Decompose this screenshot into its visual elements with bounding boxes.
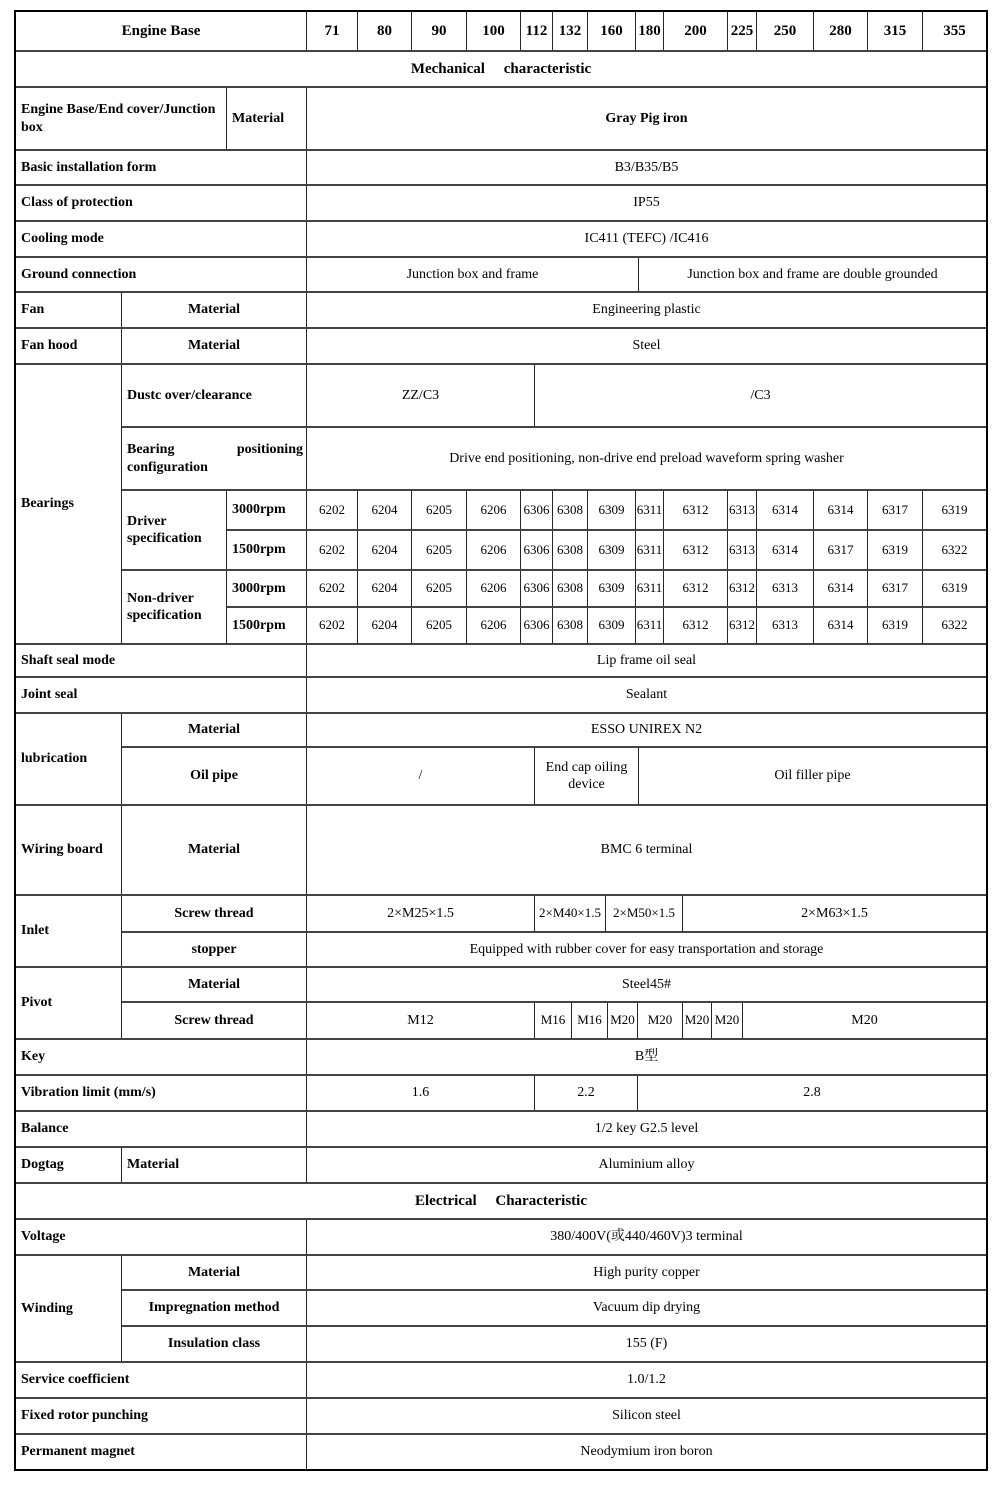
row-cooling-mode bbox=[16, 222, 986, 258]
row-label: Service coefficient bbox=[16, 1363, 307, 1397]
row-label: Vibration limit (mm/s) bbox=[16, 1076, 307, 1110]
row-sublabel: Non-driver specification bbox=[122, 571, 227, 643]
bearing-cell: 6202 bbox=[307, 531, 358, 569]
cell-value: 155 (F) bbox=[625, 1336, 668, 1352]
row-sublabel: Material bbox=[227, 88, 307, 149]
bearing-cell: 6205 bbox=[412, 491, 467, 529]
bearing-cell: 6312 bbox=[664, 491, 728, 529]
row-driver-1500rpm bbox=[227, 531, 986, 569]
row-sublabel: Material bbox=[122, 806, 307, 894]
cell-value: M16 bbox=[572, 1003, 608, 1038]
bearing-cell: 6202 bbox=[307, 608, 358, 643]
row-engine-base-cover bbox=[16, 88, 986, 151]
driver-stack bbox=[227, 491, 986, 569]
row-sublabel: Oil pipe bbox=[122, 748, 307, 804]
row-sublabel: Dustc over/clearance bbox=[122, 365, 307, 426]
row-pivot-screw-thread bbox=[122, 1003, 986, 1038]
size-col-header: 250 bbox=[757, 12, 814, 50]
bearing-cell: 6308 bbox=[553, 571, 588, 606]
cell-value: 2×M40×1.5 bbox=[535, 896, 606, 931]
bearing-cell: 6314 bbox=[814, 491, 868, 529]
row-fan-hood bbox=[16, 329, 986, 365]
row-sublabel: Material bbox=[122, 1148, 307, 1182]
bearing-cell: 6204 bbox=[358, 531, 412, 569]
bearing-cell: 6308 bbox=[553, 531, 588, 569]
cell-value: M16 bbox=[535, 1003, 572, 1038]
bearing-cell: 6319 bbox=[868, 608, 923, 643]
rpm-label: 1500rpm bbox=[227, 608, 307, 643]
cell-value: 1.6 bbox=[307, 1076, 535, 1110]
row-basic-installation bbox=[16, 151, 986, 186]
cell-value: IP55 bbox=[633, 195, 660, 211]
row-label: Engine Base/End cover/Junction box bbox=[16, 88, 227, 149]
row-label: Ground connection bbox=[16, 258, 307, 291]
bearing-cell: 6317 bbox=[868, 491, 923, 529]
header-row bbox=[16, 12, 986, 52]
row-sublabel: Material bbox=[122, 714, 307, 746]
bearing-cell: 6204 bbox=[358, 491, 412, 529]
bearing-cell: 6314 bbox=[757, 531, 814, 569]
bearing-cell: 6313 bbox=[757, 608, 814, 643]
bearing-cell: 6312 bbox=[728, 571, 757, 606]
bearings-stack bbox=[122, 365, 986, 643]
cell-value: / bbox=[307, 748, 535, 804]
cell-value: Oil filler pipe bbox=[774, 768, 851, 784]
row-label: Class of protection bbox=[16, 186, 307, 220]
cell-value: M20 bbox=[608, 1003, 638, 1038]
size-col-header: 355 bbox=[943, 22, 966, 39]
row-sublabel: Screw thread bbox=[122, 1003, 307, 1038]
row-sublabel: Driver specification bbox=[122, 491, 227, 569]
row-balance bbox=[16, 1112, 986, 1148]
bearing-cell: 6312 bbox=[664, 571, 728, 606]
row-vibration-limit bbox=[16, 1076, 986, 1112]
bearing-cell: 6308 bbox=[553, 608, 588, 643]
group-lubrication bbox=[16, 714, 986, 806]
row-driver-3000rpm bbox=[227, 491, 986, 531]
cell-value: Sealant bbox=[625, 687, 668, 703]
bearing-cell: 6313 bbox=[757, 571, 814, 606]
row-label: Permanent magnet bbox=[16, 1435, 307, 1469]
cell-value: 2×M25×1.5 bbox=[307, 896, 535, 931]
cell-value: Steel bbox=[632, 338, 661, 354]
cell-value: 2×M50×1.5 bbox=[606, 896, 683, 931]
row-dust-cover-clearance bbox=[122, 365, 986, 428]
row-label: Joint seal bbox=[16, 678, 307, 712]
row-insulation-class bbox=[122, 1327, 986, 1361]
section-row-mechanical bbox=[16, 52, 986, 88]
rpm-label: 3000rpm bbox=[227, 571, 307, 606]
cell-value: 2.2 bbox=[535, 1076, 638, 1110]
row-dogtag bbox=[16, 1148, 986, 1184]
row-joint-seal bbox=[16, 678, 986, 714]
bearing-cell: 6313 bbox=[728, 531, 757, 569]
engine-spec-table bbox=[14, 10, 988, 1471]
group-nondriver-specification bbox=[122, 571, 986, 643]
pivot-stack bbox=[122, 968, 986, 1038]
row-oil-pipe bbox=[122, 748, 986, 804]
bearing-cell: 6202 bbox=[307, 491, 358, 529]
engine-base-header-cell: Engine Base bbox=[16, 12, 307, 50]
row-sublabel: stopper bbox=[122, 933, 307, 966]
lubrication-stack bbox=[122, 714, 986, 804]
bearing-cell: 6311 bbox=[636, 571, 664, 606]
row-fan bbox=[16, 293, 986, 329]
bearing-cell: 6206 bbox=[467, 608, 521, 643]
row-nondriver-3000rpm bbox=[227, 571, 986, 608]
bearing-cell: 6306 bbox=[521, 531, 553, 569]
size-col-header: 132 bbox=[553, 12, 588, 50]
cell-value: IC411 (TEFC) /IC416 bbox=[584, 231, 709, 247]
bearing-cell: 6311 bbox=[636, 531, 664, 569]
bearing-cell: 6202 bbox=[307, 571, 358, 606]
row-permanent-magnet bbox=[16, 1435, 986, 1469]
bearing-cell: 6312 bbox=[664, 608, 728, 643]
cell-value: BMC 6 terminal bbox=[600, 842, 693, 858]
group-winding bbox=[16, 1256, 986, 1363]
bearing-cell: 6206 bbox=[467, 571, 521, 606]
row-sublabel bbox=[122, 428, 307, 489]
cell-value: Engineering plastic bbox=[592, 302, 701, 318]
size-col-header: 80 bbox=[358, 12, 412, 50]
row-service-coefficient bbox=[16, 1363, 986, 1399]
row-label: Fan bbox=[16, 293, 122, 327]
bearing-cell: 6314 bbox=[814, 608, 868, 643]
row-sublabel: Material bbox=[122, 293, 307, 327]
bearing-cell: 6313 bbox=[728, 491, 757, 529]
row-fixed-rotor-punching bbox=[16, 1399, 986, 1435]
cell-value: Steel45# bbox=[622, 976, 671, 992]
group-pivot bbox=[16, 968, 986, 1040]
cell-value: End cap oiling device bbox=[535, 748, 639, 804]
bearing-cell: 6311 bbox=[636, 491, 664, 529]
cell-value: ESSO UNIREX N2 bbox=[590, 722, 703, 738]
row-label: Dogtag bbox=[16, 1148, 122, 1182]
cell-value: M20 bbox=[851, 1012, 878, 1028]
cell-value: M12 bbox=[307, 1003, 535, 1038]
row-inlet-stopper bbox=[122, 933, 986, 966]
bearing-cell: 6314 bbox=[814, 571, 868, 606]
nondriver-stack bbox=[227, 571, 986, 643]
section-title-electrical: Electrical Characteristic bbox=[414, 1192, 587, 1209]
row-sublabel: Material bbox=[122, 1256, 307, 1289]
cell-value: Silicon steel bbox=[612, 1408, 681, 1424]
cell-value: High purity copper bbox=[593, 1264, 700, 1280]
cell-value: 1/2 key G2.5 level bbox=[594, 1121, 699, 1137]
size-col-header: 90 bbox=[412, 12, 467, 50]
section-row-electrical bbox=[16, 1184, 986, 1220]
bearing-cell: 6319 bbox=[941, 580, 968, 596]
row-wiring-board bbox=[16, 806, 986, 896]
row-class-of-protection bbox=[16, 186, 986, 222]
rpm-label: 1500rpm bbox=[227, 531, 307, 569]
inlet-stack bbox=[122, 896, 986, 966]
cell-value: B型 bbox=[634, 1049, 659, 1065]
bearing-cell: 6319 bbox=[941, 501, 968, 517]
row-bearing-positioning bbox=[122, 428, 986, 491]
row-sublabel: Material bbox=[122, 329, 307, 363]
group-inlet bbox=[16, 896, 986, 968]
bearing-cell: 6204 bbox=[358, 571, 412, 606]
size-col-header: 200 bbox=[664, 12, 728, 50]
row-label: Cooling mode bbox=[16, 222, 307, 256]
bearing-cell: 6317 bbox=[868, 571, 923, 606]
bearing-cell: 6309 bbox=[588, 531, 636, 569]
size-col-header: 180 bbox=[636, 12, 664, 50]
row-label: lubrication bbox=[16, 714, 122, 804]
bearing-cell: 6319 bbox=[868, 531, 923, 569]
bearing-cell: 6322 bbox=[941, 541, 968, 557]
size-col-header: 315 bbox=[868, 12, 923, 50]
rpm-label: 3000rpm bbox=[227, 491, 307, 529]
size-col-header: 160 bbox=[588, 12, 636, 50]
cell-value: Junction box and frame are double grounded bbox=[687, 266, 938, 282]
bearing-cell: 6206 bbox=[467, 531, 521, 569]
row-impregnation-method bbox=[122, 1291, 986, 1327]
row-sublabel: Material bbox=[122, 968, 307, 1001]
row-shaft-seal-mode bbox=[16, 645, 986, 678]
row-label: Voltage bbox=[16, 1220, 307, 1254]
cell-value: M20 bbox=[712, 1003, 743, 1038]
bearing-cell: 6205 bbox=[412, 571, 467, 606]
row-lubrication-material bbox=[122, 714, 986, 748]
cell-value: Neodymium iron boron bbox=[580, 1444, 713, 1460]
row-label: Bearings bbox=[16, 365, 122, 643]
cell-value: /C3 bbox=[750, 387, 771, 403]
row-ground-connection bbox=[16, 258, 986, 293]
row-nondriver-1500rpm bbox=[227, 608, 986, 643]
bearing-cell: 6306 bbox=[521, 571, 553, 606]
size-col-header: 71 bbox=[307, 12, 358, 50]
bearing-cell: 6311 bbox=[636, 608, 664, 643]
cell-value: Junction box and frame bbox=[307, 258, 639, 291]
row-inlet-screw-thread bbox=[122, 896, 986, 933]
bearing-cell: 6312 bbox=[664, 531, 728, 569]
cell-value: 1.0/1.2 bbox=[627, 1372, 666, 1388]
section-title-mechanical: Mechanical characteristic bbox=[410, 60, 592, 77]
row-label: Balance bbox=[16, 1112, 307, 1146]
bearing-cell: 6317 bbox=[814, 531, 868, 569]
row-sublabel: Impregnation method bbox=[122, 1291, 307, 1325]
size-col-header: 280 bbox=[814, 12, 868, 50]
bearing-cell: 6309 bbox=[588, 491, 636, 529]
cell-value: Gray Pig iron bbox=[605, 110, 688, 126]
size-col-header: 225 bbox=[728, 12, 757, 50]
cell-value: Vacuum dip drying bbox=[592, 1300, 701, 1316]
row-label: Wiring board bbox=[16, 806, 122, 894]
row-key bbox=[16, 1040, 986, 1076]
row-label: Key bbox=[16, 1040, 307, 1074]
row-pivot-material bbox=[122, 968, 986, 1003]
cell-value: Equipped with rubber cover for easy transportation and storage bbox=[469, 941, 824, 957]
row-sublabel: Screw thread bbox=[122, 896, 307, 931]
row-label: Pivot bbox=[16, 968, 122, 1038]
cell-value: 380/400V(或440/460V)3 terminal bbox=[550, 1229, 743, 1245]
row-voltage bbox=[16, 1220, 986, 1256]
row-sublabel: Insulation class bbox=[122, 1327, 307, 1361]
bearing-cell: 6322 bbox=[941, 617, 968, 633]
bearing-cell: 6308 bbox=[553, 491, 588, 529]
bearing-cell: 6314 bbox=[757, 491, 814, 529]
cell-value: ZZ/C3 bbox=[307, 365, 535, 426]
bearing-cell: 6312 bbox=[728, 608, 757, 643]
bearing-cell: 6309 bbox=[588, 608, 636, 643]
cell-value: Lip frame oil seal bbox=[596, 652, 697, 668]
row-winding-material bbox=[122, 1256, 986, 1291]
bearing-cell: 6309 bbox=[588, 571, 636, 606]
row-label: Fixed rotor punching bbox=[16, 1399, 307, 1433]
bearing-cell: 6205 bbox=[412, 608, 467, 643]
cell-value: Drive end positioning, non-drive end preload waveform spring washer bbox=[449, 450, 844, 466]
row-label: Shaft seal mode bbox=[16, 645, 307, 676]
size-col-header: 112 bbox=[521, 12, 553, 50]
row-sublabel-text: Bearing positioning configuration bbox=[127, 442, 303, 475]
winding-stack bbox=[122, 1256, 986, 1361]
row-label: Winding bbox=[16, 1256, 122, 1361]
row-label: Fan hood bbox=[16, 329, 122, 363]
cell-value: 2.8 bbox=[803, 1085, 821, 1101]
bearing-cell: 6306 bbox=[521, 491, 553, 529]
group-bearings bbox=[16, 365, 986, 645]
size-col-header: 100 bbox=[467, 12, 521, 50]
bearing-cell: 6204 bbox=[358, 608, 412, 643]
row-label: Inlet bbox=[16, 896, 122, 966]
group-driver-specification bbox=[122, 491, 986, 571]
bearing-cell: 6306 bbox=[521, 608, 553, 643]
cell-value: B3/B35/B5 bbox=[614, 159, 679, 175]
cell-value: M20 bbox=[638, 1003, 683, 1038]
cell-value: Aluminium alloy bbox=[598, 1157, 695, 1173]
row-label: Basic installation form bbox=[16, 151, 307, 184]
cell-value: M20 bbox=[683, 1003, 712, 1038]
cell-value: 2×M63×1.5 bbox=[801, 905, 868, 921]
bearing-cell: 6206 bbox=[467, 491, 521, 529]
bearing-cell: 6205 bbox=[412, 531, 467, 569]
